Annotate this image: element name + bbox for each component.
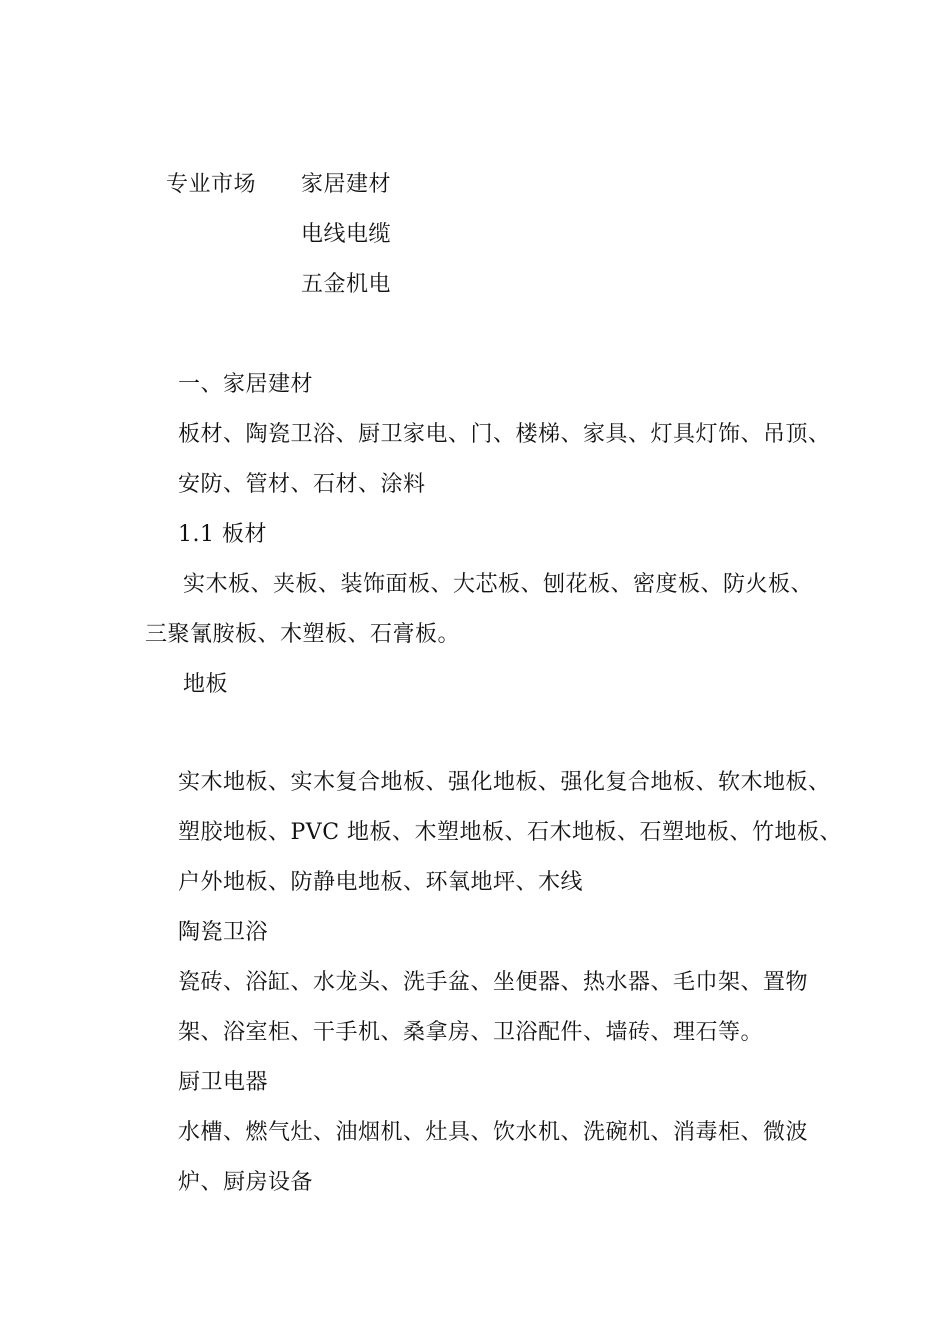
- subsection-title: 1.1 板材: [178, 522, 267, 547]
- paragraph-line: 瓷砖、浴缸、水龙头、洗手盆、坐便器、热水器、毛巾架、置物: [178, 970, 809, 995]
- paragraph-line: 安防、管材、石材、涂料: [178, 472, 426, 497]
- paragraph-line: 三聚氰胺板、木塑板、石膏板。: [145, 622, 461, 647]
- section-title: 一、家居建材: [178, 372, 314, 397]
- paragraph-line: 架、浴室柜、干手机、桑拿房、卫浴配件、墙砖、理石等。: [178, 1020, 764, 1045]
- subsection-title: 厨卫电器: [178, 1070, 269, 1095]
- paragraph-line: 炉、厨房设备: [178, 1170, 314, 1195]
- paragraph-line: 实木地板、实木复合地板、强化地板、强化复合地板、软木地板、: [178, 770, 831, 795]
- paragraph-line: 实木板、夹板、装饰面板、大芯板、刨花板、密度板、防火板、: [183, 572, 814, 597]
- paragraph-line: 板材、陶瓷卫浴、厨卫家电、门、楼梯、家具、灯具灯饰、吊顶、: [178, 422, 831, 447]
- market-label: 专业市场: [166, 172, 257, 197]
- subsection-title: 地板: [183, 672, 229, 697]
- subsection-title: 陶瓷卫浴: [178, 920, 269, 945]
- market-item-hardware: 五金机电: [301, 272, 392, 297]
- market-item-home-building: 家居建材: [301, 172, 392, 197]
- paragraph-line: 水槽、燃气灶、油烟机、灶具、饮水机、洗碗机、消毒柜、微波: [178, 1120, 809, 1145]
- market-item-wire-cable: 电线电缆: [301, 222, 392, 247]
- paragraph-line: 塑胶地板、PVC 地板、木塑地板、石木地板、石塑地板、竹地板、: [178, 820, 843, 845]
- paragraph-line: 户外地板、防静电地板、环氧地坪、木线: [178, 870, 584, 895]
